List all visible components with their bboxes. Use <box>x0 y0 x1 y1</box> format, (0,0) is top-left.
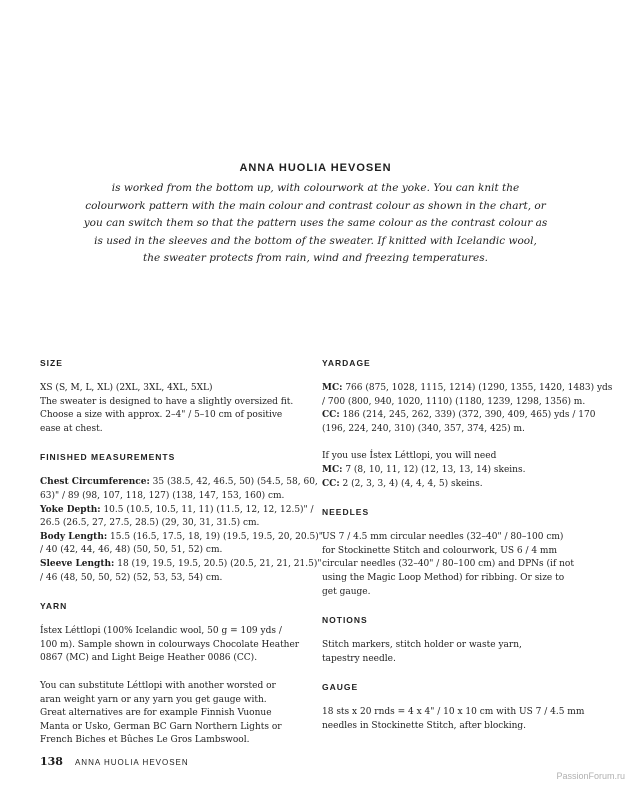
size-line: Choose a size with approx. 2–4" / 5–10 cm of positive <box>40 410 283 421</box>
intro-description <box>40 180 591 268</box>
page-number: 138 <box>40 755 63 768</box>
cc-label: CC: <box>322 410 340 421</box>
gauge-line: needles in Stockinette Stitch, after blocking. <box>322 720 527 731</box>
cc-values: 186 (214, 245, 262, 339) (372, 390, 409, 465) yds / 170 <box>339 410 596 421</box>
mc-skeins-line <box>322 464 592 478</box>
right-column <box>322 358 613 748</box>
sleeve-line-2: / 46 (48, 50, 50, 52) (52, 53, 53, 54) cm. <box>40 572 223 583</box>
body-line-2: / 40 (42, 44, 46, 48) (50, 50, 51, 52) cm. <box>40 545 223 556</box>
gauge-heading: GAUGE <box>322 682 359 693</box>
yarn-sub-line: Great alternatives are for example Finnish Vuonue <box>40 708 272 719</box>
notions-text <box>322 639 592 666</box>
yarn-substitute-text <box>40 680 302 748</box>
left-column <box>40 358 323 762</box>
sleeve-line <box>40 558 322 572</box>
needles-text <box>322 531 592 599</box>
needles-line: using the Magic Loop Method) for ribbing. Or size to <box>322 572 565 583</box>
cc-line-2: (196, 224, 240, 310) (340, 357, 374, 425) m. <box>322 423 525 434</box>
size-line: XS (S, M, L, XL) (2XL, 3XL, 4XL, 5XL) <box>40 383 213 393</box>
skeins-intro: If you use Ístex Léttlopi, you will need <box>322 451 497 462</box>
notions-heading: NOTIONS <box>322 615 368 626</box>
chest-values: 35 (38.5, 42, 46.5, 50) (54.5, 58, 60, <box>149 477 318 488</box>
needles-line: circular needles (32–40" / 80–100 cm) and DPNs (if not <box>322 559 574 570</box>
mc-skeins-values: 7 (8, 10, 11, 12) (12, 13, 13, 14) skeins. <box>342 464 526 475</box>
yarn-line: Ístex Léttlopi (100% Icelandic wool, 50 g = 109 yds / <box>40 626 282 637</box>
size-line: The sweater is designed to have a slightly oversized fit. <box>40 396 294 407</box>
cc-skeins-values: 2 (2, 3, 3, 4) (4, 4, 4, 5) skeins. <box>339 478 483 489</box>
skeins-text <box>322 450 592 491</box>
notions-line: tapestry needle. <box>322 653 396 664</box>
cc-line <box>322 409 596 423</box>
yarn-line: 0867 (MC) and Light Beige Heather 0086 (CC). <box>40 653 258 664</box>
measurements-heading: FINISHED MEASUREMENTS <box>40 452 176 463</box>
yarn-sub-line: aran weight yarn or any yarn you get gauge with. <box>40 694 267 705</box>
watermark: PassionForum.ru <box>556 771 625 781</box>
chest-line <box>40 476 318 490</box>
gauge-text <box>322 706 592 733</box>
intro <box>40 162 591 268</box>
mc-line <box>322 382 613 396</box>
size-line: ease at chest. <box>40 423 103 434</box>
intro-line: you can switch them so that the pattern uses the same colour as the contrast colour as <box>83 217 548 229</box>
intro-line: is worked from the bottom up, with colourwork at the yoke. You can knit the <box>111 182 520 194</box>
yarn-sub-line: Manta or Usko, German BC Garn Northern Lights or <box>40 721 282 732</box>
needles-heading: NEEDLES <box>322 507 370 518</box>
yoke-label: Yoke Depth: <box>40 504 101 515</box>
cc-skeins-line <box>322 478 592 492</box>
measurements-text <box>40 476 323 585</box>
mc-line-2: / 700 (800, 940, 1020, 1110) (1180, 1239, 1298, 1356) m. <box>322 396 586 407</box>
notions-line: Stitch markers, stitch holder or waste yarn, <box>322 640 522 651</box>
sleeve-values: 18 (19, 19.5, 19.5, 20.5) (20.5, 21, 21, 21.5)" <box>114 558 322 569</box>
needles-line: US 7 / 4.5 mm circular needles (32–40" / 80–100 cm) <box>322 532 564 543</box>
size-heading: SIZE <box>40 358 63 368</box>
chest-line-2: 63)" / 89 (98, 107, 118, 127) (138, 147, 153, 160) cm. <box>40 490 285 501</box>
pattern-title: ANNA HUOLIA HEVOSEN <box>239 162 392 174</box>
intro-line: is used in the sleeves and the bottom of the sweater. If knitted with Icelandic wool, <box>94 234 537 247</box>
mc-values: 766 (875, 1028, 1115, 1214) (1290, 1355, 1420, 1483) yds <box>342 383 613 393</box>
yardage-text <box>322 382 613 436</box>
yarn-line: 100 m). Sample shown in colourways Chocolate Heather <box>40 639 300 650</box>
yardage-heading: YARDAGE <box>322 358 371 368</box>
gauge-line: 18 sts x 20 rnds = 4 x 4" / 10 x 10 cm with US 7 / 4.5 mm <box>322 707 585 718</box>
needles-line: for Stockinette Stitch and colourwork, US 6 / 4 mm <box>322 545 557 556</box>
size-text <box>40 382 302 436</box>
sleeve-label: Sleeve Length: <box>40 558 115 569</box>
needles-line: get gauge. <box>322 586 371 597</box>
page-footer <box>40 755 189 768</box>
body-line <box>40 531 323 545</box>
intro-line: the sweater protects from rain, wind and freezing temperatures. <box>143 252 488 264</box>
yoke-values: 10.5 (10.5, 10.5, 11, 11) (11.5, 12, 12, 12.5)" / <box>100 504 314 515</box>
yarn-heading: YARN <box>40 601 68 612</box>
body-values: 15.5 (16.5, 17.5, 18, 19) (19.5, 19.5, 20, 20.5)" <box>107 531 323 542</box>
cc-skeins-label: CC: <box>322 478 340 489</box>
yoke-line-2: 26.5 (26.5, 27, 27.5, 28.5) (29, 30, 31, 31.5) cm. <box>40 518 260 529</box>
yarn-sub-line: You can substitute Léttlopi with another worsted or <box>40 680 276 691</box>
intro-line: colourwork pattern with the main colour and contrast colour as shown in the chart, or <box>85 199 546 212</box>
running-head: ANNA HUOLIA HEVOSEN <box>74 758 189 767</box>
mc-skeins-label: MC: <box>322 464 343 475</box>
body-label: Body Length: <box>40 531 108 542</box>
chest-label: Chest Circumference: <box>40 477 150 488</box>
yarn-sub-line: French Biches et Bûches Le Gros Lambswool. <box>40 735 250 746</box>
yoke-line <box>40 504 314 518</box>
mc-label: MC: <box>322 383 343 393</box>
yarn-text <box>40 625 302 666</box>
